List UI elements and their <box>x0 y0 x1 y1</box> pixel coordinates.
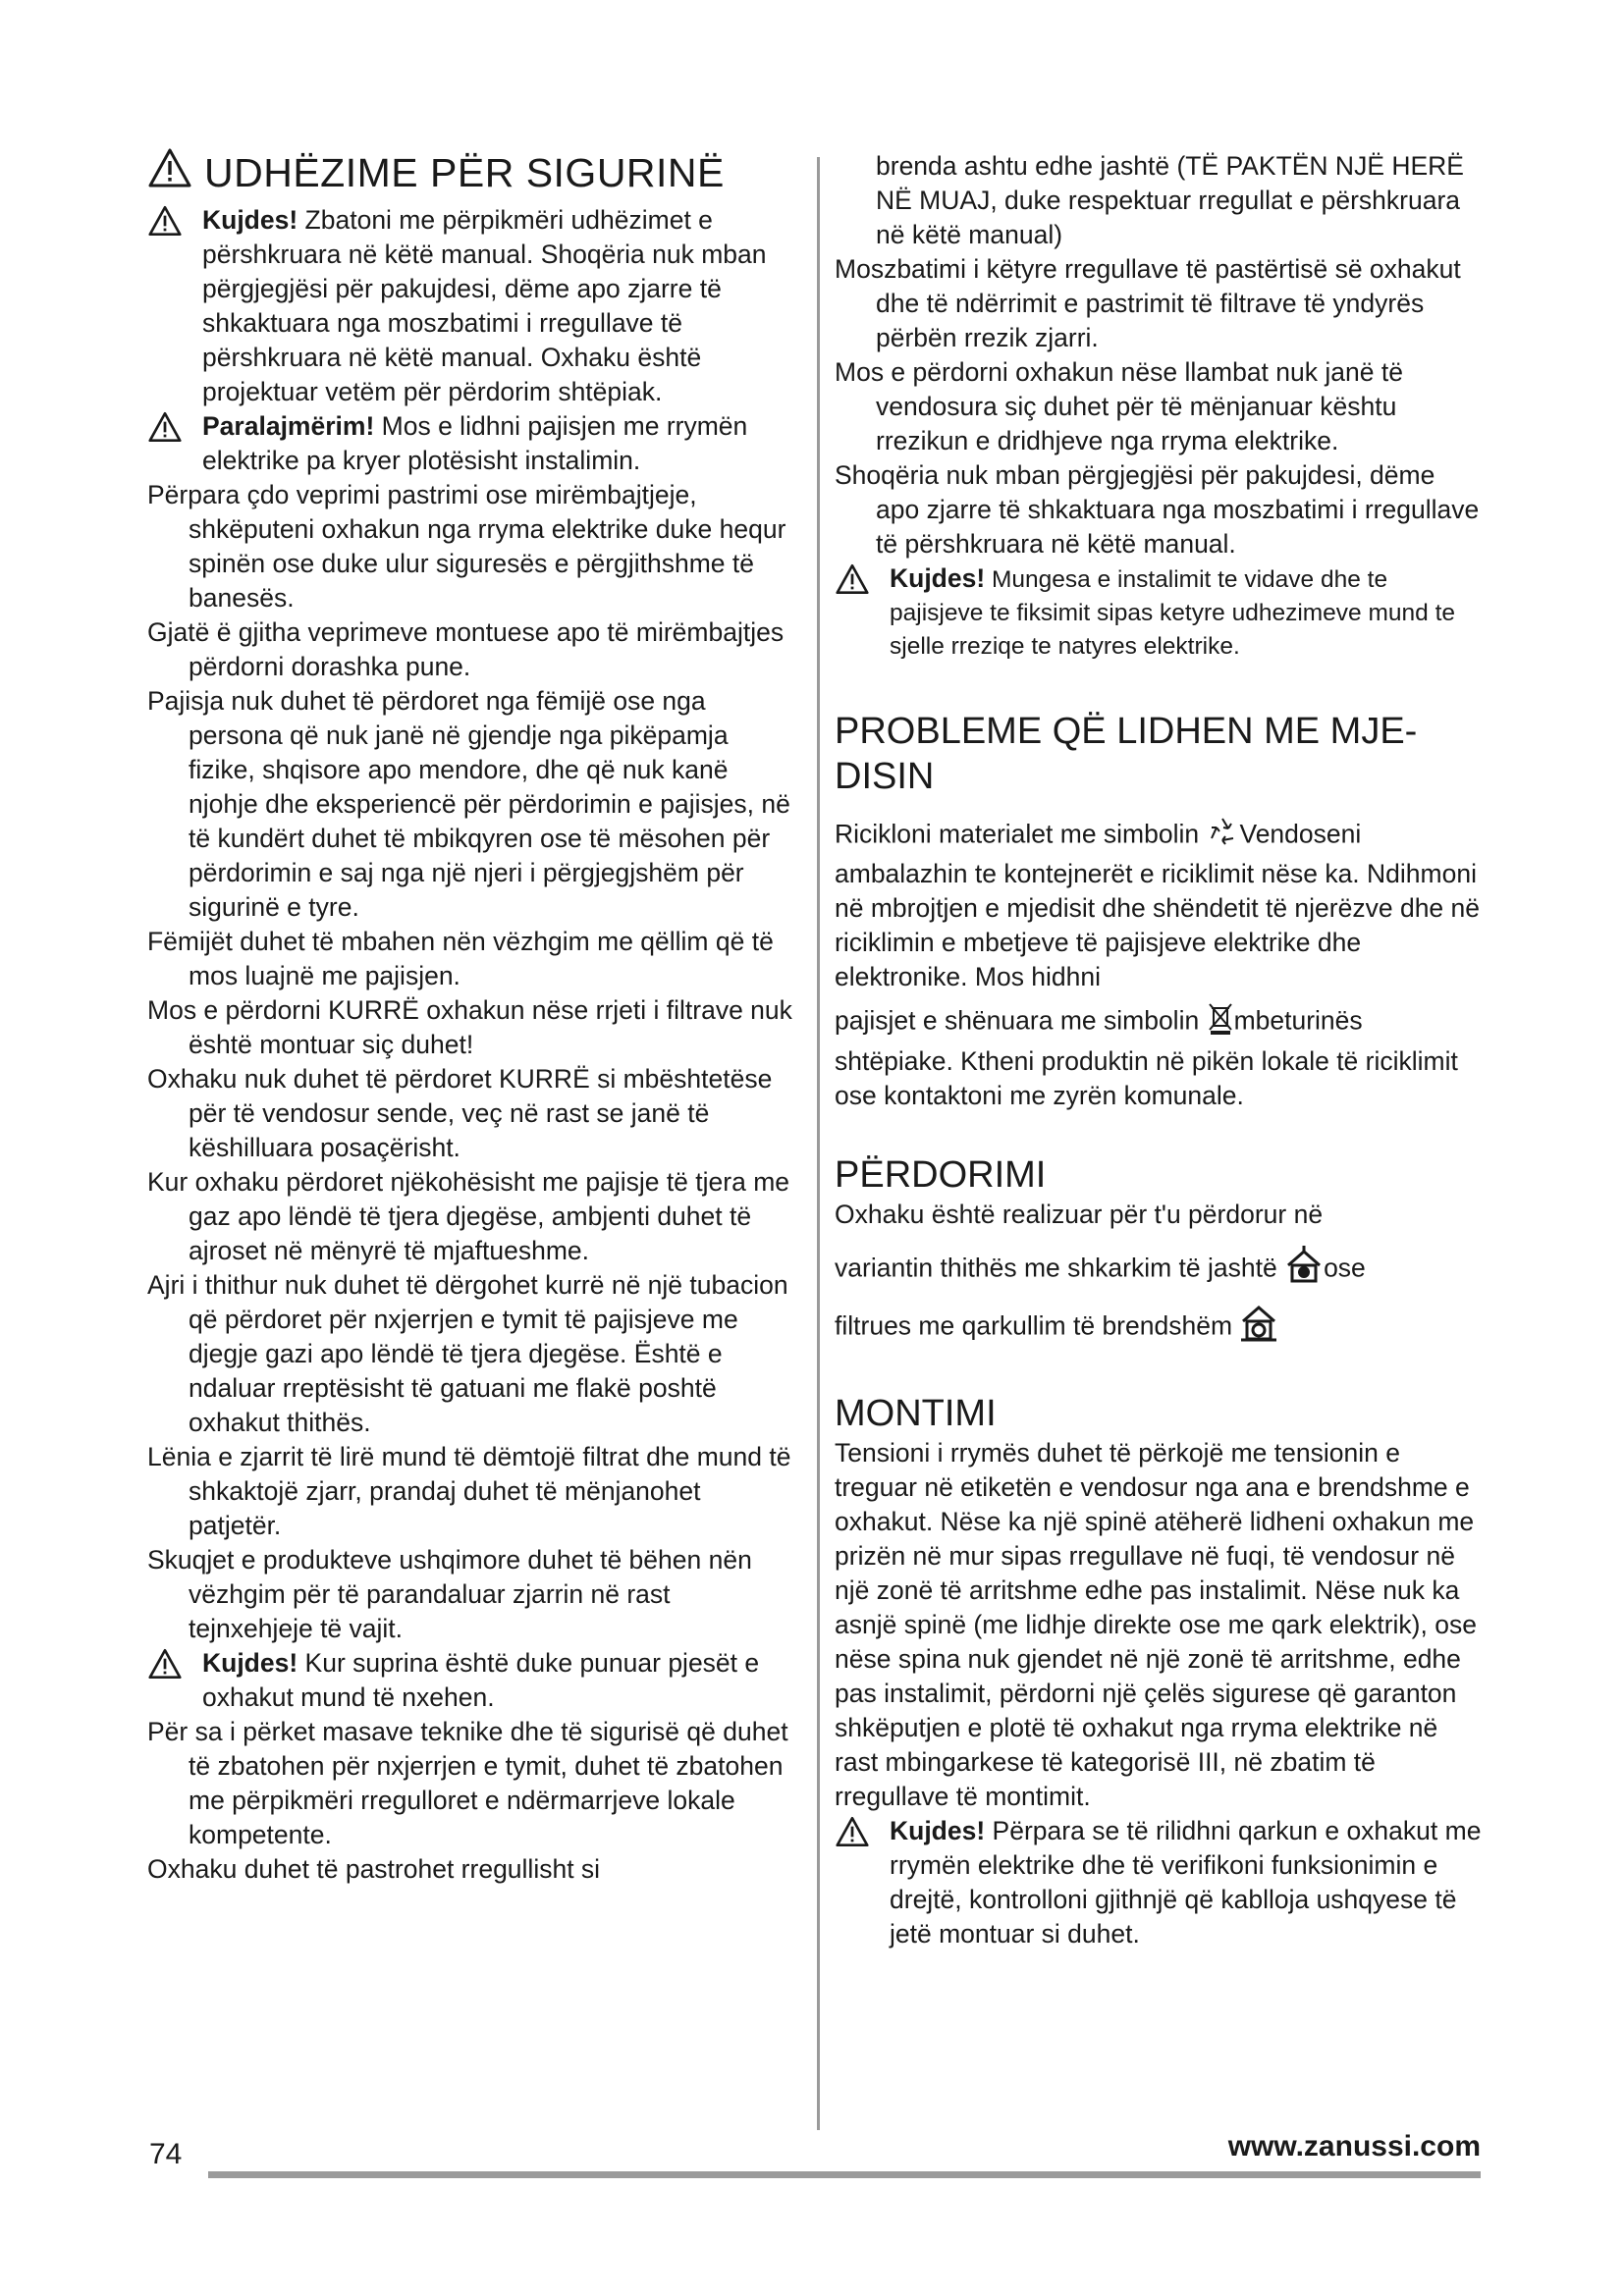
warning-text: Mos e lidhni pajisjen me rrymën elektrike pa kryer plotësisht instalimin. <box>202 411 748 475</box>
safety-item: Shoqëria nuk mban përgjegjësi për pakujdesi, dëme apo zjarre të shkaktuara nga moszbatimi i rregullave të përshkruara në këtë manual. <box>835 460 1480 559</box>
safety-item: Moszbatimi i këtyre rregullave të pastërtisë së oxhakut dhe të ndërrimit e pastrimit të filtrave të yndyrës përbën rrezik zjarri. <box>835 254 1461 352</box>
warning-icon <box>147 205 183 245</box>
environment-paragraph: Ricikloni materialet me simbolin Vendoseni ambalazhin te kontejnerët e riciklimit nëse ka. Ndihmoni në mbrojtjen e mjedisit dhe shëndetit të njerëzve dhe në riciklimin e mbetjeve të pajisjeve elektrike dhe elektronike. Mos hidhni <box>835 815 1483 994</box>
usage-line: Oxhaku është realizuar për t'u përdorur në <box>835 1200 1324 1229</box>
usage-line: variantin thithës me shkarkim të jashtë ose <box>835 1246 1483 1294</box>
column-divider <box>817 157 820 2130</box>
safety-item: Fëmijët duhet të mbahen nën vëzhgim me qëllim që të mos luajnë me pajisjen. <box>147 927 774 990</box>
warning-label: Kujdes! <box>202 1648 298 1678</box>
warning-label: Kujdes! <box>890 563 986 593</box>
recirculation-mode-icon <box>1239 1304 1278 1352</box>
continuation-text: brenda ashtu edhe jashtë (TË PAKTËN NJË HERË NË MUAJ, duke respektuar rregullat e përshkruara në këtë manual) <box>876 151 1464 249</box>
crossed-bin-icon <box>1207 1000 1234 1044</box>
warning-icon <box>147 1648 183 1688</box>
warning-label: Kujdes! <box>890 1816 986 1845</box>
recycle-icon <box>1206 815 1239 857</box>
right-column <box>835 149 1483 1951</box>
warning-text: Mungesa e instalimit te vidave dhe te pajisjeve te fiksimit sipas ketyre udhezimeve mund te sjelle rreziqe te natyres elektrike. <box>890 566 1456 660</box>
warning-paragraph <box>147 1646 795 1715</box>
warning-text: Zbatoni me përpikmëri udhëzimet e përshkruara në këtë manual. Shoqëria nuk mban përgjegjësi për pakujdesi, dëme apo zjarre të shkaktuara nga moszbatimi i rregullave të përshkruara në këtë manual. Oxhaku është projektuar vetëm për përdorim shtëpiak. <box>202 205 767 406</box>
left-column <box>147 147 795 1887</box>
extraction-mode-icon <box>1284 1246 1324 1294</box>
warning-paragraph <box>147 203 795 409</box>
warning-paragraph <box>147 409 795 478</box>
safety-item: Skuqjet e produkteve ushqimore duhet të bëhen nën vëzhgim për të parandaluar zjarrin në rast tejnxehjeje të vajit. <box>147 1545 752 1643</box>
usage-heading: PËRDORIMI <box>835 1154 1047 1196</box>
safety-item: Për sa i përket masave teknike dhe të sigurisë që duhet të zbatohen për nxjerrjen e tymit, duhet të zbatohen me përpikmëri rregulloret e ndërmarrjeve lokale kompetente. <box>147 1717 788 1849</box>
footer-rule <box>208 2171 1481 2178</box>
safety-title-text: UDHËZIME PËR SIGURINË <box>204 149 725 195</box>
warning-text: Kur suprina është duke punuar pjesët e oxhakut mund të nxehen. <box>202 1648 760 1712</box>
warning-label: Paralajmërim! <box>202 411 375 441</box>
safety-item: Oxhaku duhet të pastrohet rregullisht si <box>147 1854 601 1884</box>
safety-item: Lënia e zjarrit të lirë mund të dëmtojë filtrat dhe mund të shkaktojë zjarr, prandaj duhet të mënjanohet patjetër. <box>147 1442 791 1540</box>
mounting-paragraph: Tensioni i rrymës duhet të përkojë me tensionin e treguar në etiketën e vendosur nga ana e brendshme e oxhakut. Nëse ka një spinë atëherë lidheni oxhakun me prizën në mur sipas rregullave në fuqi, të vendosur në një zonë të arritshme edhe pas instalimit. Nëse nuk ka asnjë spinë (me lidhje direkte ose me qark elektrik), ose nëse spina nuk gjendet në një zonë të arritshme, edhe pas instalimit, përdorni një çelës sigurese që garanton shkëputjen e plotë të oxhakut nga rryma elektrike në rast mbingarkese të kategorisë III, në zbatim të rregullave të montimit. <box>835 1438 1477 1811</box>
environment-heading: PROBLEME QË LIDHEN ME MJE-DISIN <box>835 711 1418 797</box>
safety-item: Përpara çdo veprimi pastrimi ose mirëmbajtjeje, shkëputeni oxhakun nga rryma elektrike duke hequr spinën ose duke ulur siguresës e përgjithshme të banesës. <box>147 480 786 613</box>
safety-item: Oxhaku nuk duhet të përdoret KURRË si mbështetëse për të vendosur sende, veç në rast se janë të këshilluara posaçërisht. <box>147 1064 773 1162</box>
warning-icon <box>147 411 183 452</box>
page-number: 74 <box>149 2138 183 2170</box>
environment-paragraph: pajisjet e shënuara me simbolin mbeturinës shtëpiake. Ktheni produktin në pikën lokale të riciklimit ose kontaktoni me zyrën komunale. <box>835 1000 1483 1113</box>
warning-icon <box>835 563 870 605</box>
warning-paragraph <box>835 1814 1483 1951</box>
safety-item: Ajri i thithur nuk duhet të dërgohet kurrë në një tubacion që përdoret për nxjerrjen e tymit të pajisjeve me djegje gazi apo lëndë të tjera djegëse. Është e ndaluar rreptësisht të gatuani me flakë poshtë oxhakut thithës. <box>147 1270 788 1437</box>
warning-paragraph <box>835 561 1483 664</box>
warning-icon <box>147 147 192 197</box>
usage-line: filtrues me qarkullim të brendshëm <box>835 1304 1483 1352</box>
safety-item: Pajisja nuk duhet të përdoret nga fëmijë ose nga persona që nuk janë në gjendje nga pikëpamja fizike, shqisore apo mendore, dhe që nuk kanë njohje dhe eksperiencë për përdorimin e pajisjes, në të kundërt duhet të mbikqyren ose të mësohen për përdorimin e saj nga një njeri i përgjegjshëm për sigurinë e tyre. <box>147 686 790 922</box>
safety-item: Mos e përdorni oxhakun nëse llambat nuk janë të vendosura siç duhet për të mënjanuar kështu rrezikun e dridhjeve nga rryma elektrike. <box>835 357 1403 455</box>
safety-item: Gjatë ë gjitha veprimeve montuese apo të mirëmbajtjes përdorni dorashka pune. <box>147 617 785 681</box>
footer-url: www.zanussi.com <box>1227 2130 1481 2163</box>
mounting-heading: MONTIMI <box>835 1393 997 1434</box>
safety-item: Mos e përdorni KURRË oxhakun nëse rrjeti i filtrave nuk është montuar siç duhet! <box>147 995 792 1059</box>
warning-text: Përpara se të rilidhni qarkun e oxhakut me rrymën elektrike dhe të verifikoni funksionimin e drejtë, kontrolloni gjithnjë që kablloja ushqyese të jetë montuar si duhet. <box>890 1816 1482 1949</box>
warning-icon <box>835 1816 870 1856</box>
safety-item: Kur oxhaku përdoret njëkohësisht me pajisje të tjera me gaz apo lëndë të tjera djegëse, ambjenti duhet të ajroset në mënyrë të mjaftueshme. <box>147 1167 790 1265</box>
safety-title <box>147 147 795 197</box>
warning-label: Kujdes! <box>202 205 298 235</box>
